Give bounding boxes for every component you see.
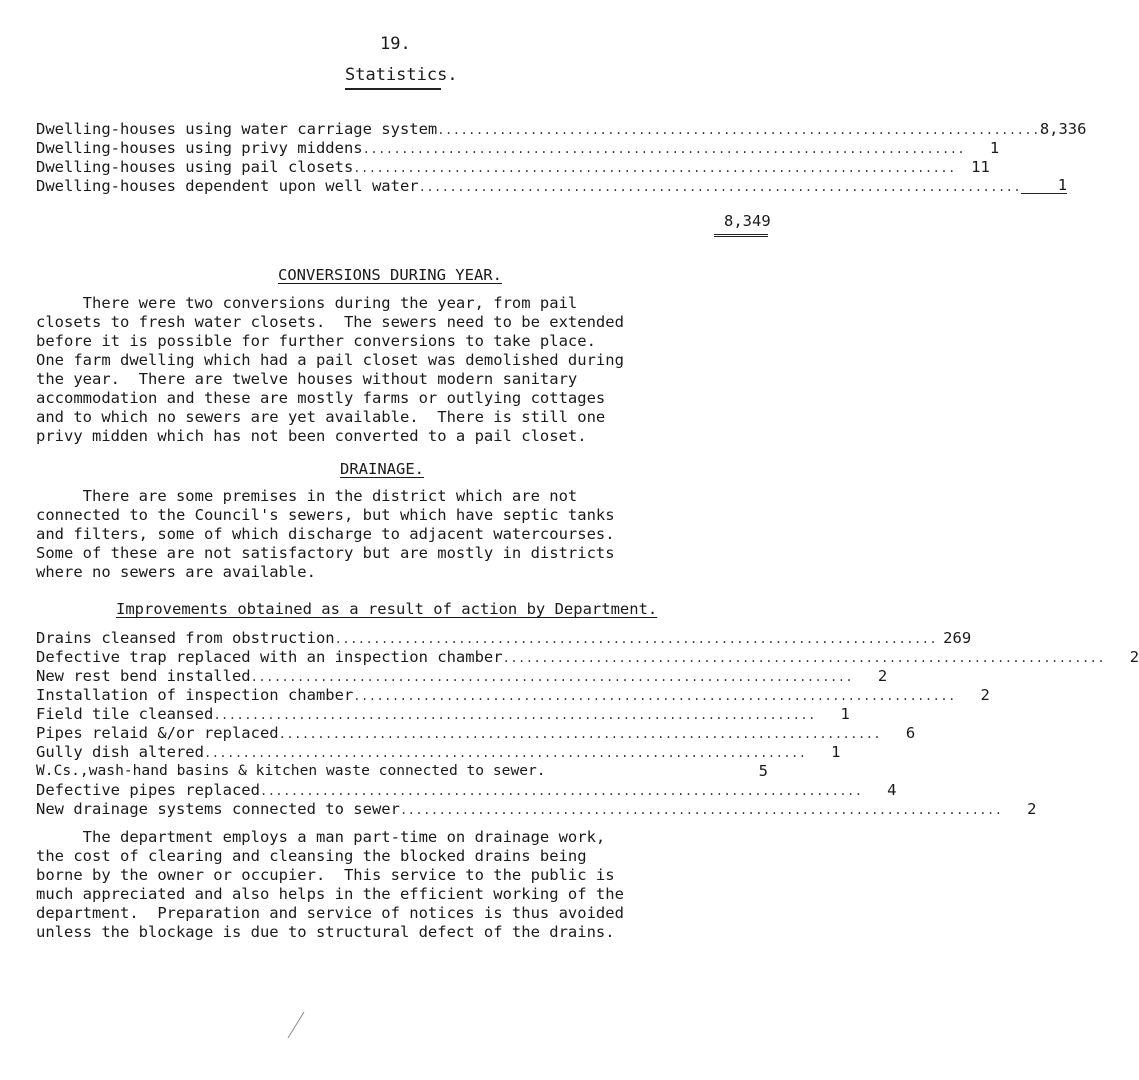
total-double-underline [714, 234, 768, 239]
improvement-label: Drains cleansed from obstruction [36, 628, 335, 647]
paragraph-line: much appreciated and also helps in the efficient working of the [36, 885, 624, 903]
leader-dots: .............................................................................. [437, 123, 1040, 137]
leader-dots: .............................................................................. [502, 651, 1106, 665]
dwelling-value: 1 [1021, 178, 1067, 195]
improvement-label: New drainage systems connected to sewer [36, 799, 400, 818]
improvement-row [36, 627, 972, 647]
improvement-row [36, 703, 850, 723]
drainage-paragraph [36, 487, 768, 582]
paragraph-line: connected to the Council's sewers, but which have septic tanks [36, 506, 615, 524]
drainage-heading: DRAINAGE. [340, 460, 424, 478]
improvement-value: 5 [758, 761, 768, 780]
paragraph-line: before it is possible for further conversions to take place. [36, 332, 596, 350]
paragraph-line: closets to fresh water closets. The sewers need to be extended [36, 313, 624, 331]
improvement-value: 4 [887, 780, 897, 799]
improvement-label: W.Cs.,wash-hand basins & kitchen waste connected to sewer. [36, 762, 546, 780]
conversions-paragraph [36, 294, 768, 446]
improvement-label: Installation of inspection chamber [36, 685, 354, 704]
leader-dots: .............................................................................. [259, 784, 863, 798]
improvement-row [36, 684, 990, 704]
improvement-label: Defective trap replaced with an inspection chamber [36, 647, 503, 666]
improvement-value: 2 [877, 666, 888, 685]
improvement-value: 6 [905, 723, 916, 742]
improvement-value: 2 [980, 685, 990, 704]
improvement-label: Defective pipes replaced [36, 780, 260, 799]
improvement-row [36, 646, 1139, 666]
dwelling-value: 11 [971, 157, 990, 176]
conversions-heading: CONVERSIONS DURING YEAR. [278, 266, 502, 284]
improvement-value: 269 [943, 628, 972, 647]
improvement-value: 1 [840, 704, 850, 723]
leader-dots: .............................................................................. [353, 689, 956, 703]
paragraph-line: Some of these are not satisfactory but are mostly in districts [36, 544, 615, 562]
page-title: Statistics. [345, 65, 458, 85]
leader-dots: .............................................................................. [203, 746, 807, 760]
improvement-label: Gully dish altered [36, 742, 204, 761]
paragraph-line: department. Preparation and service of notices is thus avoided [36, 904, 624, 922]
paragraph-line: and filters, some of which discharge to adjacent watercourses. [36, 525, 615, 543]
paragraph-line: accommodation and these are mostly farms or outlying cottages [36, 389, 606, 407]
drainage-work-paragraph [36, 828, 768, 942]
dwelling-row [36, 175, 1068, 195]
improvement-row [36, 741, 841, 761]
improvement-label: New rest bend installed [36, 666, 251, 685]
improvement-row [36, 779, 897, 799]
improvement-row [36, 665, 888, 685]
title-underline [345, 88, 441, 90]
improvements-heading: Improvements obtained as a result of action by Department. [116, 600, 658, 618]
improvement-row [36, 760, 768, 779]
leader-dots: .............................................................................. [399, 803, 1003, 817]
paragraph-line: borne by the owner or occupier. This service to the public is [36, 866, 615, 884]
paragraph-line: the cost of clearing and cleansing the blocked drains being [36, 847, 587, 865]
leader-dots: .............................................................................. [362, 142, 966, 156]
page-number: 19. [380, 34, 411, 54]
leader-dots: .............................................................................. [353, 161, 956, 175]
paragraph-line: unless the blockage is due to structural defect of the drains. [36, 923, 615, 941]
improvement-value: 2 [1027, 799, 1037, 818]
paragraph-line: One farm dwelling which had a pail closet was demolished during [36, 351, 624, 369]
leader-dots: .............................................................................. [334, 632, 938, 646]
dwelling-value: 8,336 [1039, 119, 1087, 138]
dwellings-total: 8,349 [724, 212, 771, 230]
leader-dots: .............................................................................. [278, 727, 882, 741]
leader-dots: .............................................................................. [250, 670, 854, 684]
improvement-value: 2 [1129, 647, 1139, 666]
dwelling-label: Dwelling-houses using pail closets [36, 157, 354, 176]
improvement-value: 1 [831, 742, 841, 761]
paragraph-line: The department employs a man part-time on drainage work, [36, 828, 606, 846]
paragraph-line: the year. There are twelve houses without modern sanitary [36, 370, 578, 388]
pencil-mark-icon [286, 1010, 308, 1040]
leader-dots: .............................................................................. [213, 708, 816, 722]
dwelling-row [36, 118, 1087, 138]
improvement-label: Field tile cleansed [36, 704, 214, 723]
dwelling-row [36, 156, 990, 176]
dwelling-label: Dwelling-houses dependent upon well water [36, 176, 419, 195]
paragraph-line: There are some premises in the district which are not [36, 487, 578, 505]
paragraph-line: privy midden which has not been converted to a pail closet. [36, 427, 587, 445]
dwelling-value: 1 [989, 138, 1000, 157]
dwelling-row [36, 137, 1000, 157]
dwelling-label: Dwelling-houses using water carriage system [36, 119, 438, 138]
improvement-label: Pipes relaid &/or replaced [36, 723, 279, 742]
leader-dots: .............................................................................. [418, 180, 1022, 194]
dwelling-label: Dwelling-houses using privy middens [36, 138, 363, 157]
improvement-row [36, 798, 1037, 818]
paragraph-line: There were two conversions during the year, from pail [36, 294, 578, 312]
paragraph-line: where no sewers are available. [36, 563, 316, 581]
improvement-row [36, 722, 916, 742]
paragraph-line: and to which no sewers are yet available. There is still one [36, 408, 606, 426]
